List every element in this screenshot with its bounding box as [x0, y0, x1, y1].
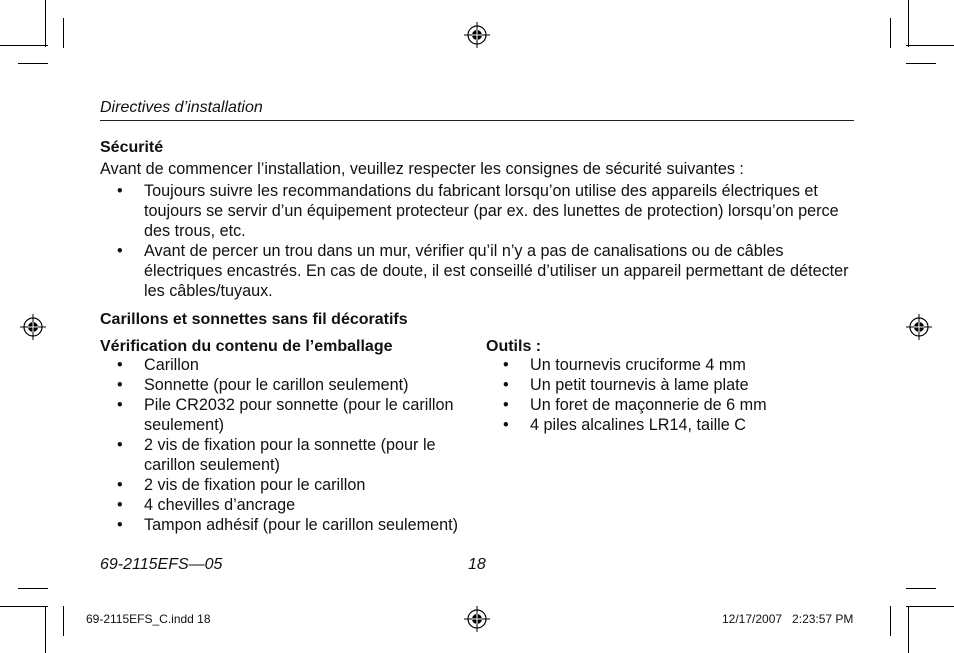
list-item: • Avant de percer un trou dans un mur, vérifier qu’il n’y a pas de canalisations ou de câbles électriques encastrés. En cas de doute, il est conseillé d’utiliser un appareil permettant de détecter les câbles/tuyaux.: [100, 241, 860, 301]
safety-intro: Avant de commencer l’installation, veuillez respecter les consignes de sécurité suivantes :: [100, 160, 744, 178]
package-check-heading: Vérification du contenu de l’emballage: [100, 338, 393, 355]
registration-target-icon: [464, 22, 490, 48]
crop-mark: [63, 606, 64, 636]
crop-mark: [906, 606, 954, 607]
crop-mark: [906, 45, 954, 46]
crop-mark: [908, 606, 909, 653]
page-number: 18: [468, 556, 486, 573]
registration-target-icon: [20, 314, 46, 340]
list-item: • Tampon adhésif (pour le carillon seulement): [100, 515, 472, 535]
tools-heading: Outils :: [486, 338, 542, 355]
list-item: • Toujours suivre les recommandations du fabricant lorsqu’on utilise des appareils électriques et toujours se servir d’un équipement protecteur (par ex. des lunettes de protection) lorsqu’on perce des trous, etc.: [100, 181, 860, 241]
package-contents-list: [100, 355, 472, 535]
list-item: • Un foret de maçonnerie de 6 mm: [486, 395, 866, 415]
crop-mark: [890, 606, 891, 636]
list-item: • Pile CR2032 pour sonnette (pour le carillon seulement): [100, 395, 472, 435]
list-item: • 4 chevilles d’ancrage: [100, 495, 472, 515]
safety-heading: Sécurité: [100, 139, 164, 156]
safety-list: [100, 181, 860, 301]
crop-mark: [0, 45, 48, 46]
running-header: Directives d’installation: [100, 99, 263, 116]
crop-mark: [908, 0, 909, 47]
crop-mark: [18, 63, 48, 64]
list-item: • 2 vis de fixation pour la sonnette (pour le carillon seulement): [100, 435, 472, 475]
crop-mark: [906, 63, 936, 64]
list-item: • Carillon: [100, 355, 472, 375]
header-rule: [100, 120, 854, 121]
slug-filename: 69-2115EFS_C.indd 18: [86, 612, 211, 626]
crop-mark: [63, 18, 64, 48]
tools-list: [486, 355, 866, 435]
registration-target-icon: [464, 606, 490, 632]
list-item: • 4 piles alcalines LR14, taille C: [486, 415, 866, 435]
document-number: 69-2115EFS—05: [100, 556, 223, 573]
list-item: • Un petit tournevis à lame plate: [486, 375, 866, 395]
list-item: • 2 vis de fixation pour le carillon: [100, 475, 472, 495]
list-item: • Un tournevis cruciforme 4 mm: [486, 355, 866, 375]
crop-mark: [0, 606, 48, 607]
registration-target-icon: [906, 314, 932, 340]
crop-mark: [18, 588, 48, 589]
crop-mark: [890, 18, 891, 48]
crop-mark: [45, 606, 46, 653]
slug-timestamp: 12/17/2007 2:23:57 PM: [722, 612, 854, 626]
crop-mark: [906, 588, 936, 589]
list-item: • Sonnette (pour le carillon seulement): [100, 375, 472, 395]
crop-mark: [45, 0, 46, 47]
product-heading: Carillons et sonnettes sans fil décoratifs: [100, 311, 408, 328]
